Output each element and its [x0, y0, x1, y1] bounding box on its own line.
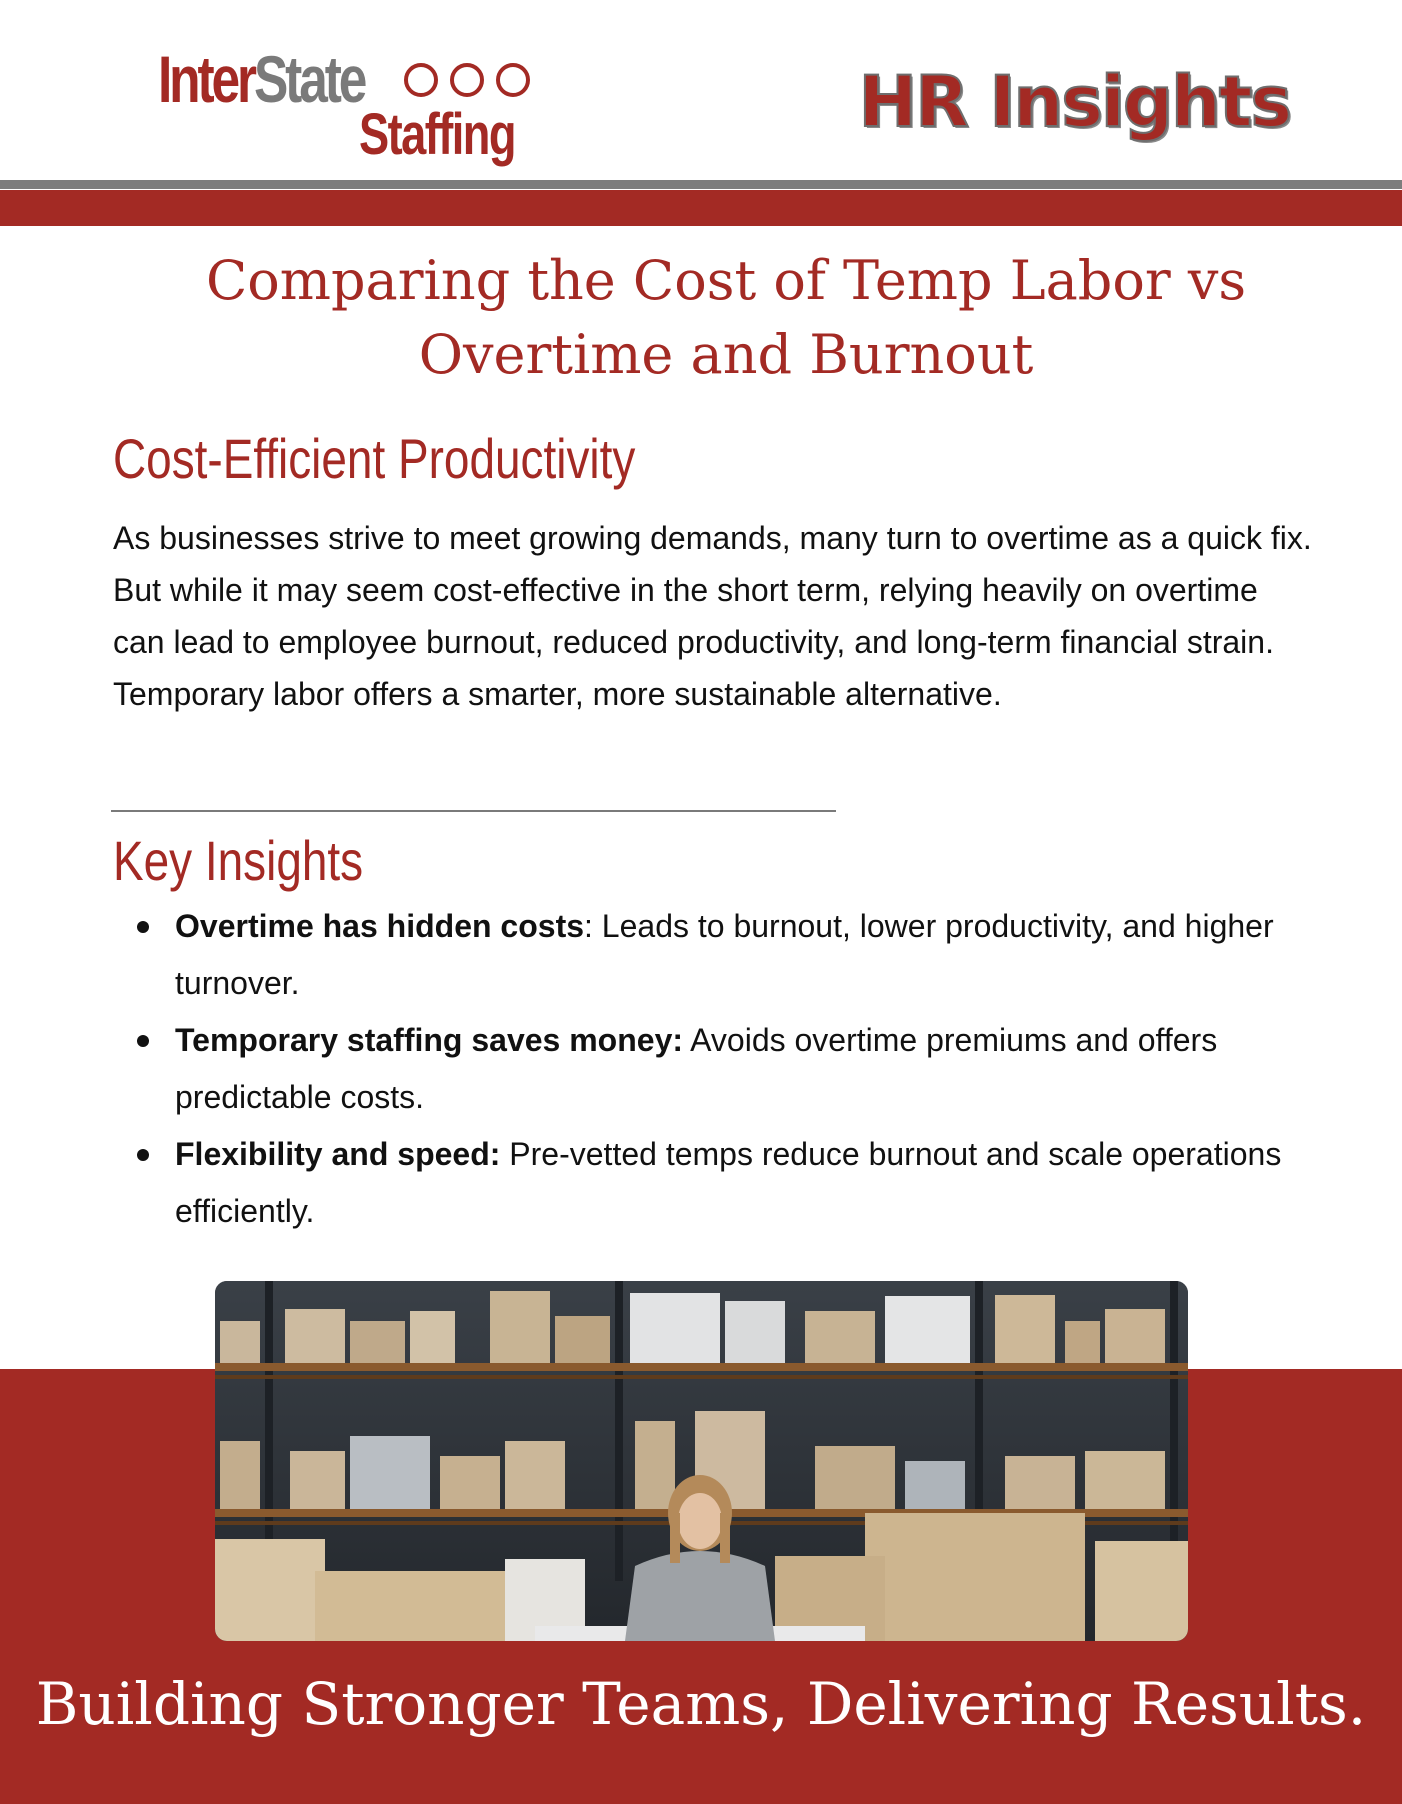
list-item [175, 1012, 1315, 1126]
section-divider [111, 810, 836, 812]
section-heading-key-insights: Key Insights [113, 829, 364, 892]
warehouse-photo-illustration [215, 1281, 1188, 1641]
publication-title: HR Insights [858, 61, 1290, 143]
logo-text-state: State [253, 42, 365, 116]
page-title: Comparing the Cost of Temp Labor vs Overtime and Burnout [205, 249, 1247, 386]
list-item [175, 1126, 1315, 1240]
insight-text: : Leads to burnout, lower productivity, and higher turnover. [175, 908, 1274, 1001]
bullet-icon [137, 1149, 149, 1161]
bullet-icon [137, 1035, 149, 1047]
logo-text-staffing: Staffing [359, 102, 515, 167]
header-divider-red [0, 190, 1402, 226]
logo-text-inter: Inter [158, 42, 254, 116]
key-insights-list [175, 898, 1315, 1240]
bullet-icon [137, 921, 149, 933]
company-logo [158, 42, 538, 167]
section-heading-productivity: Cost-Efficient Productivity [113, 427, 636, 490]
footer-tagline: Building Stronger Teams, Delivering Results. [35, 1670, 1367, 1738]
insight-text: Pre-vetted temps reduce burnout and scale operations efficiently. [175, 1136, 1282, 1229]
insight-title: Temporary staffing saves money: [175, 1022, 684, 1058]
intro-paragraph: As businesses strive to meet growing demands, many turn to overtime as a quick fix. But while it may seem cost-effective in the short term, relying heavily on overtime can lead to employee burnout, reduced productivity, and long-term financial strain. Temporary labor offers a smarter, more sustainable alternative. [113, 520, 1312, 712]
logo-wordmark [158, 44, 364, 114]
insight-title: Overtime has hidden costs [175, 908, 585, 944]
list-item [175, 898, 1315, 1012]
header-divider-grey [0, 180, 1402, 189]
warehouse-photo [215, 1281, 1188, 1641]
insight-title: Flexibility and speed: [175, 1136, 501, 1172]
insight-text: Avoids overtime premiums and offers predictable costs. [175, 1022, 1218, 1115]
logo-rings-icon [401, 62, 536, 98]
